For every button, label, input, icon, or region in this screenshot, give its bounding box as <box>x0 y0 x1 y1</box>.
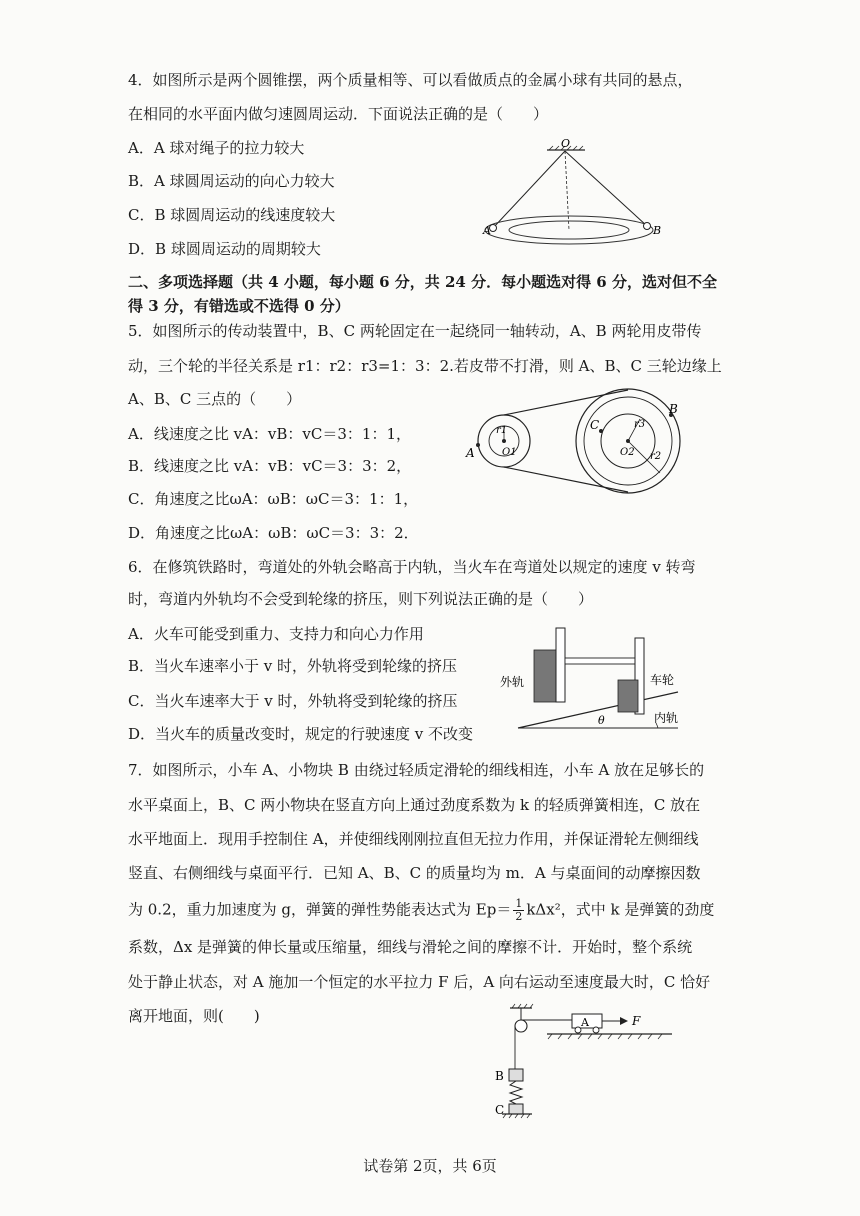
section2-title-line1: 二、多项选择题（共 4 小题，每小题 6 分，共 24 分．每小题选对得 6 分，选对但不全 <box>128 273 717 291</box>
pivot-label: O <box>561 137 571 150</box>
q4-option-c: C．B 球圆周运动的线速度较大 <box>128 206 336 224</box>
angle-theta-label: θ <box>598 714 605 727</box>
q5-stem-line2: 动，三个轮的半径关系是 r1：r2：r3=1：3：2.若皮带不打滑，则 A、B、C 三轮边缘上 <box>128 357 722 375</box>
outer-rail-label: 外轨 <box>500 675 525 689</box>
q5-option-a: A．线速度之比 vA：vB：vC＝3：1：1， <box>128 425 411 443</box>
q6-option-a: A．火车可能受到重力、支持力和向心力作用 <box>128 625 424 643</box>
block-c-label: C <box>495 1103 505 1117</box>
q7-line5 <box>128 898 714 923</box>
conical-pendulum-figure <box>485 138 685 253</box>
ball-a-label: A <box>483 224 491 237</box>
r1-label: r1 <box>496 425 508 436</box>
o2-label: O2 <box>620 447 635 458</box>
block-b-label: B <box>495 1069 504 1083</box>
q4-option-a: A．A 球对绳子的拉力较大 <box>128 139 305 157</box>
q7-line8: 离开地面，则( ) <box>128 1007 260 1025</box>
o1-label: O1 <box>502 447 517 458</box>
r2-label: r2 <box>650 451 662 462</box>
q7-line6: 系数，Δx 是弹簧的伸长量或压缩量，细线与滑轮之间的摩擦不计．开始时，整个系统 <box>128 938 693 956</box>
section2-title-line2: 得 3 分，有错选或不选得 0 分） <box>128 297 350 315</box>
q5-option-c: C．角速度之比ωA：ωB：ωC＝3：1：1， <box>128 490 419 508</box>
q6-option-b: B．当火车速率小于 v 时，外轨将受到轮缘的挤压 <box>128 657 458 675</box>
pulley-spring-figure <box>492 1004 682 1122</box>
wheel-label: 车轮 <box>650 673 675 687</box>
q7-line5-start: 为 0.2，重力加速度为 g，弹簧的弹性势能表达式为 Ep＝ <box>128 900 512 919</box>
point-b-label: B <box>669 402 678 416</box>
q4-stem-line1: 4．如图所示是两个圆锥摆，两个质量相等、可以看做质点的金属小球有共同的悬点， <box>128 71 693 89</box>
belt-drive-figure <box>466 393 685 498</box>
q6-option-c: C．当火车速率大于 v 时，外轨将受到轮缘的挤压 <box>128 692 458 710</box>
q6-stem-line1: 6．在修筑铁路时，弯道处的外轨会略高于内轨，当火车在弯道处以规定的速度 v 转弯 <box>128 558 696 576</box>
q6-stem-line2: 时，弯道内外轨均不会受到轮缘的挤压，则下列说法正确的是（ ） <box>128 590 594 608</box>
point-a-label: A <box>466 446 475 460</box>
q5-stem-line1: 5．如图所示的传动装置中，B、C 两轮固定在一起绕同一轴转动，A、B 两轮用皮带传 <box>128 322 702 340</box>
energy-fraction <box>513 898 524 923</box>
page-footer: 试卷第 2页，共 6页 <box>363 1157 497 1175</box>
cart-a-label: A <box>581 1016 589 1029</box>
q5-option-d: D．角速度之比ωA：ωB：ωC＝3：3：2． <box>128 524 419 542</box>
fraction-denominator: 2 <box>515 910 523 923</box>
ball-b-label: B <box>653 224 662 237</box>
point-c-label: C <box>590 418 600 432</box>
q4-option-b: B．A 球圆周运动的向心力较大 <box>128 172 335 190</box>
fraction-numerator: 1 <box>515 897 523 910</box>
q7-line7: 处于静止状态，对 A 施加一个恒定的水平拉力 F 后，A 向右运动至速度最大时，C 恰好 <box>128 973 711 991</box>
q7-line4: 竖直、右侧细线与桌面平行．已知 A、B、C 的质量均为 m．A 与桌面间的动摩擦因数 <box>128 864 701 882</box>
q7-line3: 水平地面上．现用手控制住 A，并使细线刚刚拉直但无拉力作用，并保证滑轮左侧细线 <box>128 830 699 848</box>
q7-line5-end: kΔx²，式中 k 是弹簧的劲度 <box>526 900 715 919</box>
r3-label: r3 <box>634 419 646 430</box>
force-f-label: F <box>632 1014 641 1028</box>
q4-option-d: D．B 球圆周运动的周期较大 <box>128 240 321 258</box>
q7-line2: 水平桌面上，B、C 两小物块在竖直方向上通过劲度系数为 k 的轻质弹簧相连，C 放在 <box>128 796 701 814</box>
q4-stem-line2: 在相同的水平面内做匀速圆周运动．下面说法正确的是（ ） <box>128 105 549 123</box>
q5-option-b: B．线速度之比 vA：vB：vC＝3：3：2， <box>128 457 412 475</box>
railway-curve-figure <box>498 620 688 732</box>
q5-stem-line3: A、B、C 三点的（ ） <box>128 390 302 408</box>
q7-line1: 7．如图所示，小车 A、小物块 B 由绕过轻质定滑轮的细线相连，小车 A 放在足够长的 <box>128 761 705 779</box>
q6-option-d: D．当火车的质量改变时，规定的行驶速度 v 不改变 <box>128 725 474 743</box>
inner-rail-label: 内轨 <box>654 711 679 725</box>
